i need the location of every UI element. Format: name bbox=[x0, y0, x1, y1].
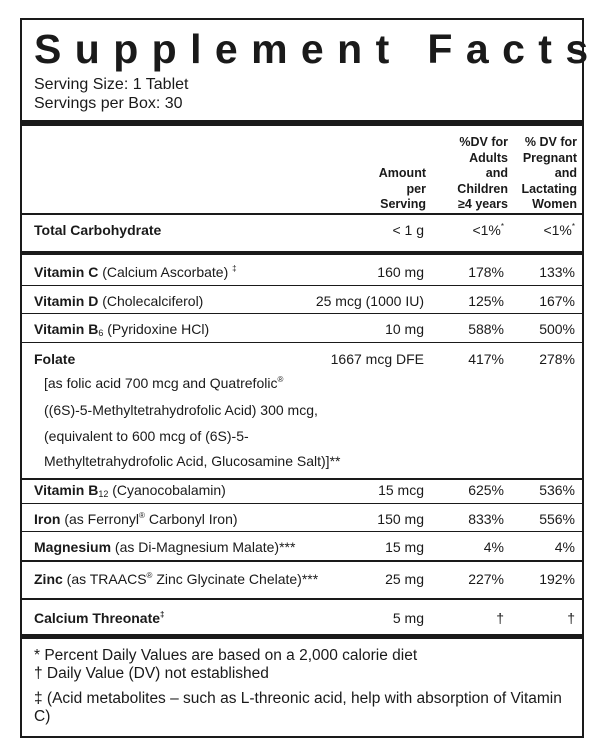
row-magnesium-amount: 15 mg bbox=[385, 539, 424, 555]
row-folate-detail-3: (equivalent to 600 mcg of (6S)-5- bbox=[44, 428, 249, 444]
row-iron-dv-pregnant: 556% bbox=[539, 511, 575, 527]
servings-per-box: Servings per Box: 30 bbox=[34, 95, 183, 112]
footnote-percent: * Percent Daily Values are based on a 2,000 calorie diet bbox=[34, 647, 418, 664]
row-vitb12-dv-pregnant: 536% bbox=[539, 482, 575, 498]
row-folate-amount: 1667 mcg DFE bbox=[330, 351, 424, 367]
row-folate-dv-pregnant: 278% bbox=[539, 351, 575, 367]
row-folate-detail-1: [as folic acid 700 mcg and Quatrefolic® bbox=[44, 375, 284, 391]
header-dv-adults: %DV for Adults and Children ≥4 years bbox=[457, 135, 508, 211]
row-divider bbox=[22, 503, 582, 504]
footnote-dagger: † Daily Value (DV) not established bbox=[34, 665, 269, 682]
row-vitb6-dv-pregnant: 500% bbox=[539, 321, 575, 337]
row-vitc-amount: 160 mg bbox=[377, 264, 424, 280]
row-divider bbox=[22, 598, 582, 600]
row-vitb6-dv-adults: 588% bbox=[468, 321, 504, 337]
row-divider bbox=[22, 313, 582, 314]
row-divider bbox=[22, 285, 582, 286]
supplement-facts-panel bbox=[20, 18, 602, 738]
row-vitd-name: Vitamin D (Cholecalciferol) bbox=[34, 293, 204, 309]
row-vitc-dv-pregnant: 133% bbox=[539, 264, 575, 280]
row-vitb12-amount: 15 mcg bbox=[378, 482, 424, 498]
row-carb-dv-adults: <1%* bbox=[472, 222, 504, 238]
row-zinc-dv-adults: 227% bbox=[468, 571, 504, 587]
row-folate-detail-2: ((6S)-5-Methyltetrahydrofolic Acid) 300 mcg, bbox=[44, 402, 318, 418]
thick-divider bbox=[22, 120, 582, 126]
row-magnesium-dv-pregnant: 4% bbox=[554, 539, 575, 555]
header-dv-pregnant: % DV for Pregnant and Lactating Women bbox=[521, 135, 577, 211]
row-divider bbox=[22, 342, 582, 343]
medium-divider bbox=[22, 251, 582, 255]
header-amount: Amount per Serving bbox=[378, 166, 426, 211]
row-iron-dv-adults: 833% bbox=[468, 511, 504, 527]
row-calcium-name: Calcium Threonate‡ bbox=[34, 610, 165, 626]
row-vitb6-name: Vitamin $B_6$ (Pyridoxine HCl) bbox=[34, 321, 210, 338]
row-vitd-amount: 25 mcg (1000 IU) bbox=[315, 293, 424, 309]
panel-title: Supplement Facts bbox=[34, 26, 602, 72]
row-carb-amount: < 1 g bbox=[392, 222, 424, 238]
footnote-double-dagger-2: C) bbox=[34, 708, 51, 725]
row-divider bbox=[22, 531, 582, 532]
row-magnesium-dv-adults: 4% bbox=[483, 539, 504, 555]
row-vitb12-dv-adults: 625% bbox=[468, 482, 504, 498]
row-vitc-dv-adults: 178% bbox=[468, 264, 504, 280]
thick-divider bbox=[22, 634, 582, 639]
row-iron-name: Iron (as Ferronyl® Carbonyl Iron) bbox=[34, 511, 238, 527]
row-zinc-dv-pregnant: 192% bbox=[539, 571, 575, 587]
footnote-double-dagger-1: ‡ (Acid metabolites – such as L-threonic acid, help with absorption of Vitamin bbox=[34, 690, 562, 707]
serving-size: Serving Size: 1 Tablet bbox=[34, 76, 189, 93]
row-carb-name: Total Carbohydrate bbox=[34, 222, 162, 238]
row-zinc-name: Zinc (as TRAACS® Zinc Glycinate Chelate)*** bbox=[34, 571, 319, 587]
row-folate-dv-adults: 417% bbox=[468, 351, 504, 367]
row-folate-detail-4: Methyltetrahydrofolic Acid, Glucosamine Salt)]** bbox=[44, 453, 341, 469]
row-vitb12-name: Vitamin $B_{12}$ (Cyanocobalamin) bbox=[34, 482, 226, 499]
row-folate-name: Folate bbox=[34, 351, 76, 367]
row-vitc-name: Vitamin C (Calcium Ascorbate) ‡ bbox=[34, 264, 237, 280]
row-carb-dv-pregnant: <1%* bbox=[543, 222, 575, 238]
row-vitd-dv-pregnant: 167% bbox=[539, 293, 575, 309]
row-calcium-dv-adults: † bbox=[496, 610, 504, 626]
row-vitb6-amount: 10 mg bbox=[385, 321, 424, 337]
row-zinc-amount: 25 mg bbox=[385, 571, 424, 587]
row-divider bbox=[22, 560, 582, 562]
row-divider bbox=[22, 478, 582, 480]
row-calcium-amount: 5 mg bbox=[392, 610, 424, 626]
row-calcium-dv-pregnant: † bbox=[567, 610, 575, 626]
row-magnesium-name: Magnesium (as Di-Magnesium Malate)*** bbox=[34, 539, 296, 555]
row-iron-amount: 150 mg bbox=[377, 511, 424, 527]
row-vitd-dv-adults: 125% bbox=[468, 293, 504, 309]
header-divider bbox=[22, 213, 582, 215]
